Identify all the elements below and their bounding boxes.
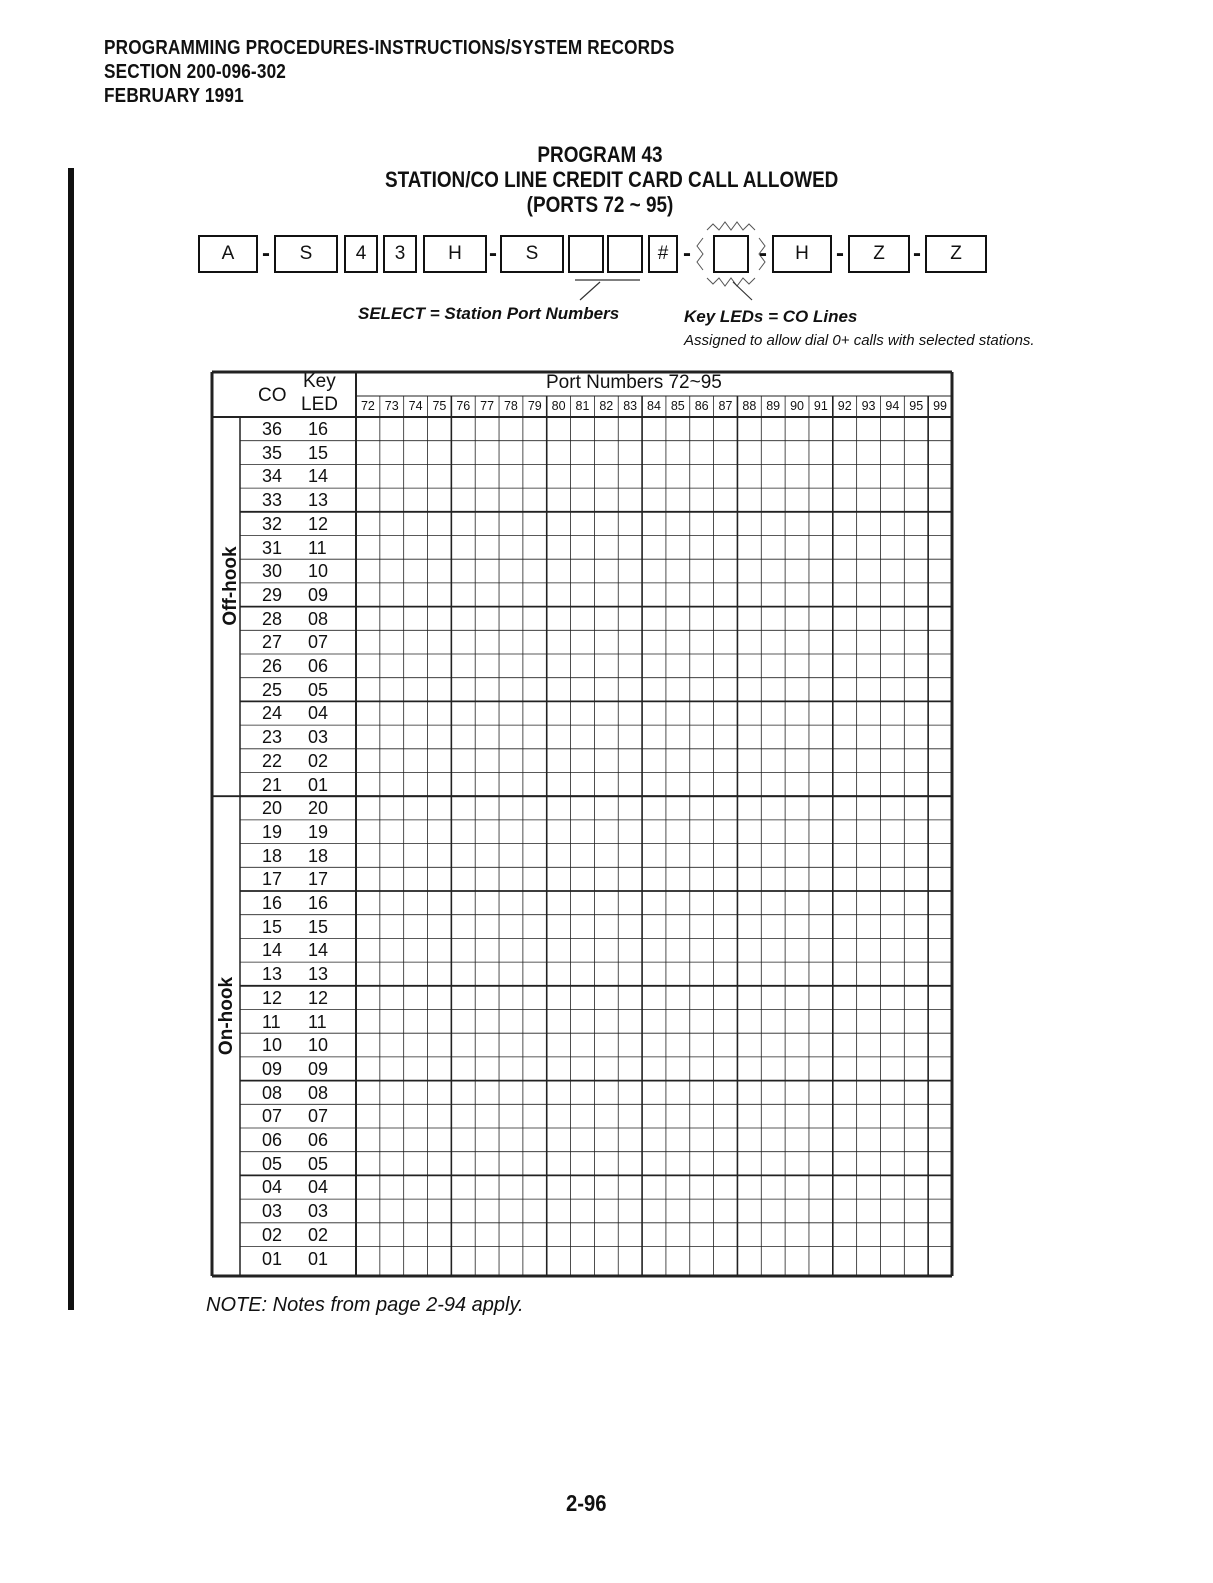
key-led-number: 01: [308, 774, 329, 795]
co-line-number: 15: [262, 916, 283, 937]
key-z-1: Z: [848, 235, 910, 273]
header-date: FEBRUARY 1991: [104, 85, 244, 107]
key-3: 3: [383, 235, 417, 273]
co-line-number: 12: [262, 987, 283, 1008]
key-separator: -: [489, 240, 497, 267]
co-line-number: 33: [262, 490, 283, 511]
co-line-number: 21: [262, 774, 283, 795]
co-line-number: 01: [262, 1248, 283, 1269]
co-line-number: 36: [262, 419, 283, 439]
key-led-number: 03: [308, 1201, 329, 1222]
key-led-number: 07: [308, 632, 329, 653]
header-section: SECTION 200-096-302: [104, 61, 287, 83]
port-number-label: 90: [790, 399, 804, 413]
co-line-number: 17: [262, 869, 283, 890]
port-number-label: 91: [813, 399, 828, 413]
co-line-number: 09: [262, 1058, 283, 1079]
port-number-label: 72: [360, 399, 375, 413]
co-line-number: 31: [262, 537, 283, 558]
key-led-number: 19: [308, 821, 329, 842]
key-led-number: 05: [308, 679, 329, 700]
port-number-label: 74: [408, 399, 423, 413]
key-led-number: 04: [308, 703, 329, 724]
co-line-number: 32: [262, 513, 283, 534]
port-number-label: 94: [885, 399, 900, 413]
key-4: 4: [344, 235, 378, 273]
note-text: NOTE: Notes from page 2-94 apply.: [206, 1294, 524, 1316]
co-line-number: 35: [262, 442, 283, 463]
key-led-number: 02: [308, 1224, 329, 1245]
key-led-number: 07: [308, 1106, 329, 1127]
key-led-number: 15: [308, 442, 329, 463]
key-led-number: 01: [308, 1248, 329, 1269]
co-line-number: 19: [262, 821, 283, 842]
col-key-header-top: Key: [303, 371, 336, 392]
co-line-number: 23: [262, 727, 283, 748]
port-number-label: 76: [456, 399, 471, 413]
key-s: S: [274, 235, 338, 273]
page-number: 2-96: [566, 1490, 607, 1516]
key-led-number: 10: [308, 561, 329, 582]
port-number-label: 99: [933, 399, 948, 413]
program-ports: (PORTS 72 ~ 95): [526, 192, 674, 217]
port-number-label: 73: [384, 399, 399, 413]
port-number-label: 79: [527, 399, 542, 413]
key-separator: -: [759, 240, 767, 267]
header-title: PROGRAMMING PROCEDURES-INSTRUCTIONS/SYSTEM RECORDS: [104, 37, 675, 59]
port-number-label: 83: [623, 399, 638, 413]
co-line-number: 29: [262, 584, 283, 605]
key-led-number: 10: [308, 1035, 329, 1056]
key-separator: -: [836, 240, 844, 267]
port-number-label: 84: [647, 399, 661, 413]
port-number-label: 87: [718, 399, 733, 413]
key-led-number: 15: [308, 916, 329, 937]
port-number-label: 75: [432, 399, 447, 413]
key-led-number: 08: [308, 1082, 329, 1103]
key-led-number: 16: [308, 419, 329, 439]
key-led-number: 17: [308, 869, 329, 890]
port-number-label: 89: [766, 399, 781, 413]
key-separator: -: [913, 240, 921, 267]
key-h: H: [423, 235, 487, 273]
key-separator: -: [262, 240, 270, 267]
key-separator: -: [683, 240, 691, 267]
program-number: PROGRAM 43: [537, 142, 663, 167]
key-led-number: 03: [308, 727, 329, 748]
port-number-label: 95: [909, 399, 924, 413]
key-led-number: 05: [308, 1153, 329, 1174]
key-led-number: 04: [308, 1177, 329, 1198]
key-hash: #: [648, 235, 678, 273]
port-number-label: 85: [670, 399, 685, 413]
port-number-label: 77: [480, 399, 495, 413]
key-led-number: 09: [308, 584, 329, 605]
port-numbers-header: Port Numbers 72~95: [546, 372, 722, 393]
key-led-number: 12: [308, 513, 329, 534]
co-line-number: 26: [262, 656, 283, 676]
group-offhook-label: Off-hook: [220, 546, 241, 626]
key-led-number: 20: [308, 798, 329, 819]
col-co-header: CO: [258, 385, 287, 406]
co-line-number: 06: [262, 1130, 283, 1150]
col-key-header-bottom: LED: [301, 394, 338, 415]
key-z-2: Z: [925, 235, 987, 273]
co-line-number: 27: [262, 632, 283, 653]
co-line-number: 20: [262, 798, 283, 819]
key-led-number: 18: [308, 845, 329, 866]
key-led-number: 02: [308, 750, 329, 771]
co-line-number: 34: [262, 466, 283, 487]
key-led-number: 08: [308, 608, 329, 629]
program-name: STATION/CO LINE CREDIT CARD CALL ALLOWED: [385, 167, 839, 192]
key-led-number: 11: [308, 1011, 327, 1032]
co-line-number: 14: [262, 940, 283, 961]
co-line-number: 28: [262, 608, 283, 629]
co-line-number: 03: [262, 1201, 283, 1222]
port-number-label: 93: [861, 399, 876, 413]
key-leds-annotation: Key LEDs = CO Lines: [684, 307, 858, 326]
assigned-annotation: Assigned to allow dial 0+ calls with selected stations.: [684, 332, 1035, 349]
co-line-number: 16: [262, 893, 283, 913]
port-number-label: 92: [837, 399, 852, 413]
key-s-select: S: [500, 235, 564, 273]
port-number-label: 82: [599, 399, 614, 413]
co-line-number: 22: [262, 750, 283, 771]
co-line-number: 02: [262, 1224, 283, 1245]
select-annotation: SELECT = Station Port Numbers: [358, 304, 620, 323]
key-led-number: 14: [308, 940, 329, 961]
co-line-number: 25: [262, 679, 283, 700]
co-line-number: 30: [262, 561, 283, 582]
port-number-label: 88: [742, 399, 757, 413]
co-line-number: 24: [262, 703, 283, 724]
port-number-label: 81: [575, 399, 590, 413]
co-line-number: 11: [262, 1011, 281, 1032]
co-line-number: 04: [262, 1177, 283, 1198]
co-line-number: 05: [262, 1153, 283, 1174]
key-led-number: 06: [308, 1130, 329, 1150]
key-led-number: 12: [308, 987, 329, 1008]
key-led-number: 16: [308, 893, 329, 913]
port-number-label: 80: [551, 399, 566, 413]
port-number-label: 86: [694, 399, 709, 413]
key-led-number: 11: [308, 537, 327, 558]
key-led-number: 14: [308, 466, 329, 487]
co-line-number: 10: [262, 1035, 283, 1056]
co-line-number: 13: [262, 964, 283, 985]
co-line-number: 08: [262, 1082, 283, 1103]
key-h-end: H: [772, 235, 832, 273]
key-led-number: 13: [308, 490, 329, 511]
group-onhook-label: On-hook: [216, 976, 237, 1056]
co-line-number: 18: [262, 845, 283, 866]
key-led-number: 09: [308, 1058, 329, 1079]
port-number-label: 78: [503, 399, 518, 413]
key-led-number: 13: [308, 964, 329, 985]
key-a: A: [198, 235, 258, 273]
co-line-number: 07: [262, 1106, 283, 1127]
key-led-number: 06: [308, 656, 329, 676]
